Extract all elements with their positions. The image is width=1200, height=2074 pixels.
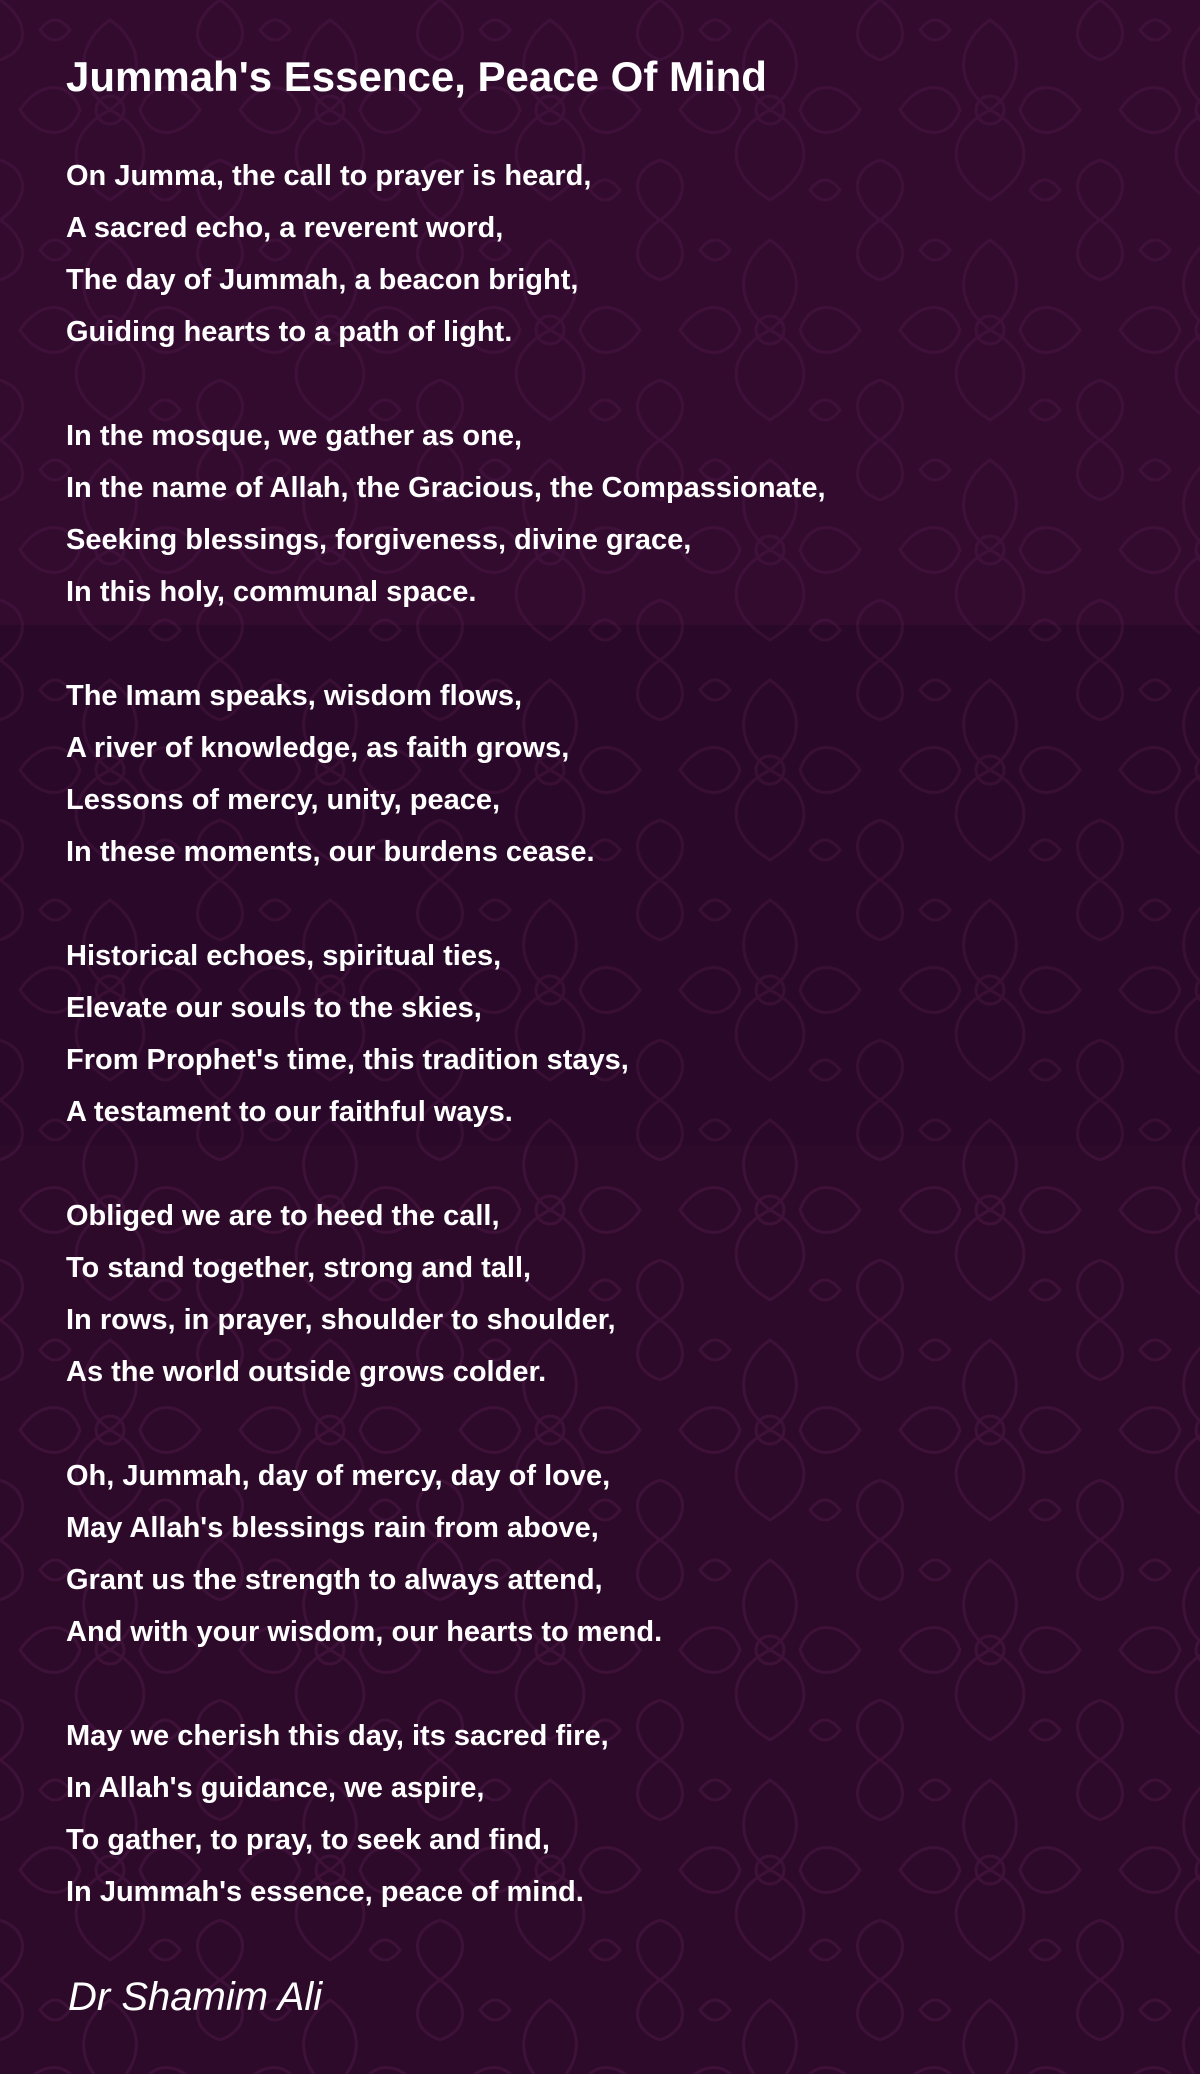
poem-line: Guiding hearts to a path of light. — [66, 316, 513, 348]
poem-line: To gather, to pray, to seek and find, — [66, 1824, 550, 1856]
poem-line: In the name of Allah, the Gracious, the Compassionate, — [66, 472, 826, 504]
stanza — [66, 1450, 826, 1658]
poem-line: Seeking blessings, forgiveness, divine grace, — [66, 524, 692, 556]
stanza — [66, 410, 826, 618]
poem-title: Jummah's Essence, Peace Of Mind — [66, 53, 767, 100]
poem-line: To stand together, strong and tall, — [66, 1252, 532, 1284]
poem-line: From Prophet's time, this tradition stays, — [66, 1044, 629, 1076]
poem-line: Elevate our souls to the skies, — [66, 992, 482, 1024]
poem-line: A sacred echo, a reverent word, — [66, 212, 504, 244]
poem-line: Oh, Jummah, day of mercy, day of love, — [66, 1460, 611, 1492]
poem-line: Grant us the strength to always attend, — [66, 1564, 603, 1596]
poem-line: In this holy, communal space. — [66, 576, 477, 608]
poem-line: The day of Jummah, a beacon bright, — [66, 264, 579, 296]
poem-body — [66, 150, 826, 1970]
poem-line: And with your wisdom, our hearts to mend. — [66, 1616, 663, 1648]
stanza — [66, 150, 826, 358]
poem-line: May we cherish this day, its sacred fire, — [66, 1720, 609, 1752]
poem-line: Historical echoes, spiritual ties, — [66, 940, 502, 972]
poem-line: On Jumma, the call to prayer is heard, — [66, 160, 592, 192]
poem-line: As the world outside grows colder. — [66, 1356, 547, 1388]
poem-line: A river of knowledge, as faith grows, — [66, 732, 570, 764]
poem-line: In Jummah's essence, peace of mind. — [66, 1876, 584, 1908]
poem-author: Dr Shamim Ali — [68, 1975, 323, 2019]
poem-line: A testament to our faithful ways. — [66, 1096, 513, 1128]
poem-line: May Allah's blessings rain from above, — [66, 1512, 599, 1544]
poem-line: In the mosque, we gather as one, — [66, 420, 523, 452]
poem-line: In these moments, our burdens cease. — [66, 836, 595, 868]
stanza — [66, 1710, 826, 1918]
poem-line: In rows, in prayer, shoulder to shoulder, — [66, 1304, 616, 1336]
poem-line: In Allah's guidance, we aspire, — [66, 1772, 485, 1804]
stanza — [66, 930, 826, 1138]
stanza — [66, 670, 826, 878]
poem-line: Obliged we are to heed the call, — [66, 1200, 500, 1232]
poem-line: Lessons of mercy, unity, peace, — [66, 784, 501, 816]
stanza — [66, 1190, 826, 1398]
poem-line: The Imam speaks, wisdom flows, — [66, 680, 523, 712]
